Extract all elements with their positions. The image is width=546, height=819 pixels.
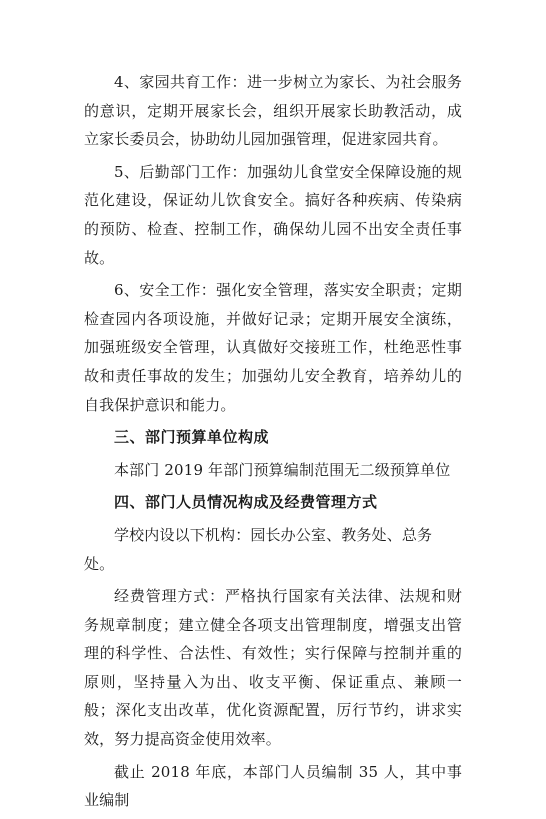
paragraph-funding-management: 经费管理方式：严格执行国家有关法律、法规和财务规章制度；建立健全各项支出管理制度，增强支出管理的科学性、合法性、有效性；实行保障与控制并重的原则，坚持量入为出、收支平衡、保证重点、兼顾一般；深化支出改革，优化资源配置，厉行节约，讲求实效，努力提高资金使用效率。	[84, 587, 462, 749]
paragraph-budget-units: 本部门 2019 年部门预算编制范围无二级预算单位	[114, 460, 451, 479]
paragraph-family-cooperation: 4、家园共育工作：进一步树立为家长、为社会服务的意识，定期开展家长会，组织开展家长助教活动，成立家长委员会，协助幼儿园加强管理，促进家园共育。	[84, 73, 462, 149]
paragraph-safety: 6、安全工作：强化安全管理，落实安全职责；定期检查园内各项设施，并做好记录；定期开展安全演练，加强班级安全管理，认真做好交接班工作，杜绝恶性事故和责任事故的发生；加强幼儿安全教育，培养幼儿的自我保护意识和能力。	[84, 281, 462, 414]
document-body	[84, 68, 462, 819]
section-heading-budget-units: 三、部门预算单位构成	[114, 428, 270, 447]
paragraph-internal-departments: 学校内设以下机构：园长办公室、教务处、总务处。	[84, 525, 433, 573]
section-heading-staff-and-funding: 四、部门人员情况构成及经费管理方式	[114, 493, 378, 512]
paragraph-logistics: 5、后勤部门工作：加强幼儿食堂安全保障设施的规范化建设，保证幼儿饮食安全。搞好各种疾病、传染病的预防、检查、控制工作，确保幼儿园不出安全责任事故。	[84, 162, 462, 267]
paragraph-staffing: 截止 2018 年底，本部门人员编制 35 人，其中事业编制	[84, 762, 462, 810]
